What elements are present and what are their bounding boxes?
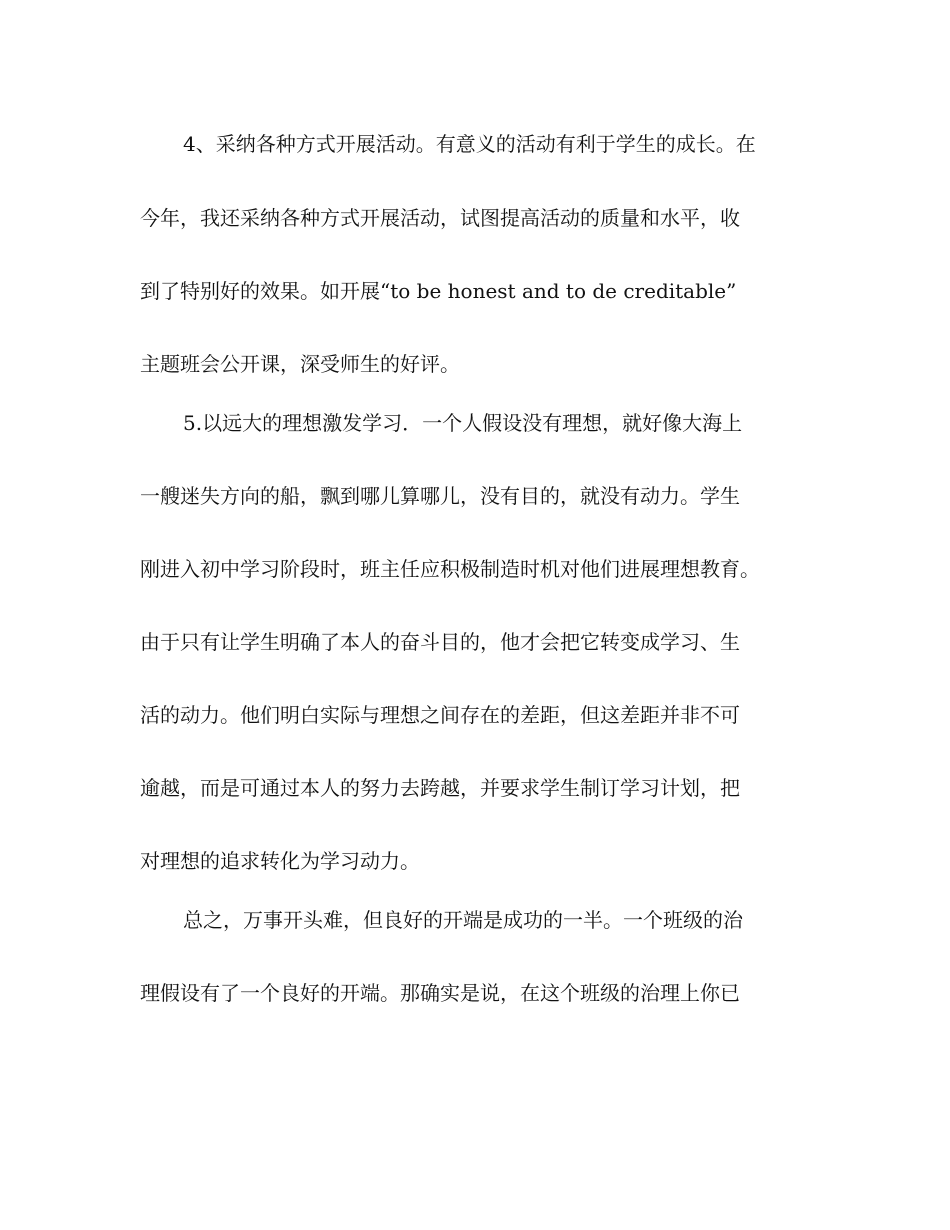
paragraph-3-line-2: 理假设有了一个良好的开端。那确实是说，在这个班级的治理上你已: [140, 981, 740, 1005]
paragraph-2-line-7: 对理想的追求转化为学习动力。: [140, 849, 420, 873]
paragraph-1-line-4: 主题班会公开课，深受师生的好评。: [140, 352, 460, 376]
paragraph-2-line-6: 逾越，而是可通过本人的努力去跨越，并要求学生制订学习计划，把: [140, 776, 740, 800]
paragraph-2-line-2: 一艘迷失方向的船，飘到哪儿算哪儿，没有目的，就没有动力。学生: [140, 484, 740, 508]
paragraph-2-line-4: 由于只有让学生明确了本人的奋斗目的，他才会把它转变成学习、生: [140, 630, 740, 654]
paragraph-1-line-1: 4、采纳各种方式开展活动。有意义的活动有利于学生的成长。在: [183, 132, 756, 156]
paragraph-2-line-3: 刚进入初中学习阶段时，班主任应积极制造时机对他们进展理想教育。: [140, 557, 760, 581]
paragraph-2-line-5: 活的动力。他们明白实际与理想之间存在的差距，但这差距并非不可: [140, 703, 740, 727]
paragraph-1-line-3: 到了特别好的效果。如开展“to be honest and to de creditable”: [140, 279, 737, 303]
paragraph-1-line-2: 今年，我还采纳各种方式开展活动，试图提高活动的质量和水平，收: [140, 206, 740, 230]
paragraph-2-line-1: 5.以远大的理想激发学习．一个人假设没有理想，就好像大海上: [183, 411, 743, 435]
paragraph-3-line-1: 总之，万事开头难，但良好的开端是成功的一半。一个班级的治: [183, 908, 743, 932]
